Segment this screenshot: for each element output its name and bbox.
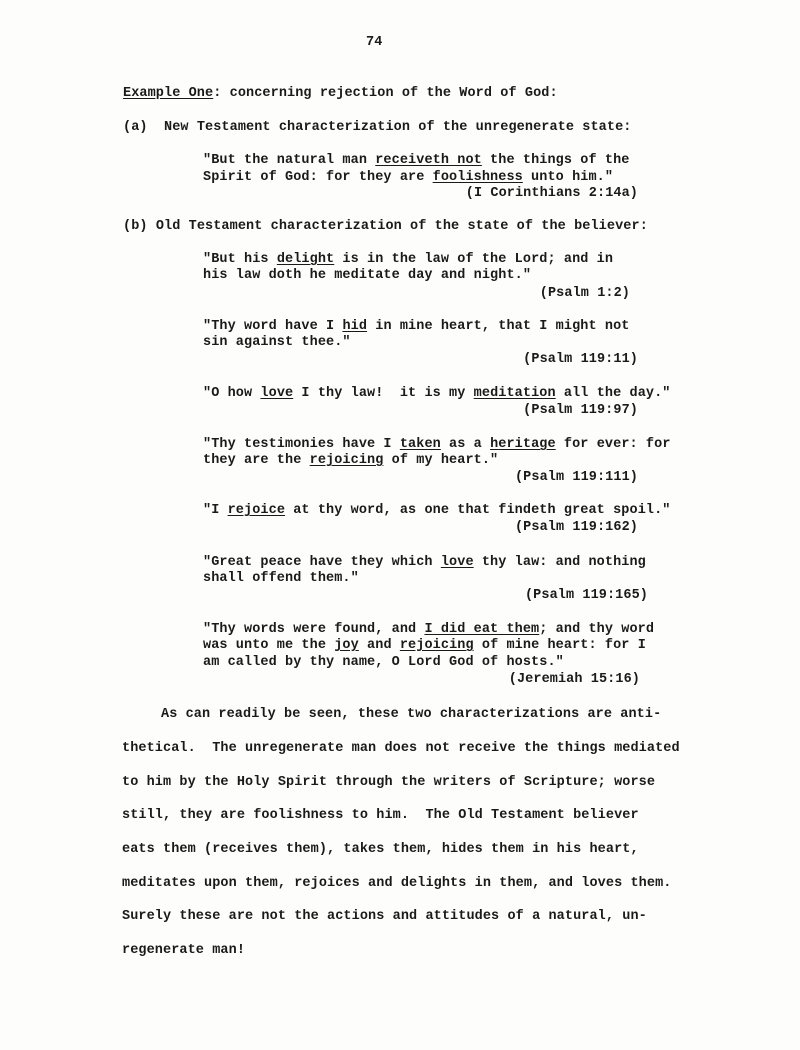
section-a-title: New Testament characterization of the unregenerate state:: [164, 120, 632, 135]
quote-line: sin against thee.": [203, 335, 351, 350]
quote-line: [203, 503, 671, 520]
quote-citation: (Psalm 119:11): [523, 352, 638, 367]
section-b-marker: (b): [123, 219, 148, 234]
quote-line: [203, 153, 629, 170]
paragraph-line: meditates upon them, rejoices and delights in them, and loves them.: [122, 876, 672, 891]
quote-text: "But his: [203, 252, 277, 267]
quote-underlined: foolishness: [432, 170, 523, 185]
quote-line: his law doth he meditate day and night.": [203, 268, 532, 283]
quote-underlined: taken: [399, 437, 441, 452]
quote-text: "I: [203, 503, 228, 518]
paragraph-line: still, they are foolishness to him. The Old Testament believer: [122, 808, 639, 823]
example-heading: [123, 86, 558, 103]
quote-citation: (Psalm 119:111): [514, 470, 638, 485]
example-heading-rest: : concerning rejection of the Word of God:: [213, 86, 558, 101]
quote-text: "Thy testimonies have I: [203, 437, 400, 452]
quote-text: "Thy words were found, and: [203, 622, 425, 637]
paragraph-line: to him by the Holy Spirit through the writers of Scripture; worse: [122, 775, 656, 790]
quote-line: am called by thy name, O Lord God of hosts.": [203, 655, 564, 670]
quote-underlined: joy: [334, 638, 359, 653]
quote-line: [203, 319, 630, 336]
quote-text: they are the: [203, 453, 310, 468]
quote-text: of my heart.": [383, 453, 499, 468]
quote-text: ; and thy word: [539, 622, 655, 637]
quote-citation: (Psalm 119:97): [523, 403, 638, 418]
quote-underlined: delight: [276, 252, 335, 267]
quote-citation: (Psalm 119:162): [514, 520, 638, 535]
quote-text: Spirit of God: for they are: [203, 170, 433, 185]
quote-line: [203, 453, 498, 470]
quote-citation: (Psalm 1:2): [539, 286, 630, 301]
quote-underlined: meditation: [473, 386, 556, 401]
section-b-title: Old Testament characterization of the state of the believer:: [155, 219, 648, 234]
quote-underlined: hid: [342, 319, 368, 334]
quote-text: for ever: for: [555, 437, 671, 452]
quote-text: and: [358, 638, 400, 653]
quote-text: "But the natural man: [203, 153, 376, 168]
quote-line: [203, 622, 654, 639]
quote-line: [203, 638, 646, 655]
paragraph-line: Surely these are not the actions and attitudes of a natural, un-: [122, 909, 647, 924]
quote-text: "O how: [203, 386, 261, 401]
quote-text: is in the law of the Lord; and in: [334, 252, 614, 267]
section-a-heading: [123, 120, 632, 137]
quote-line: [203, 252, 613, 269]
quote-text: thy law: and nothing: [473, 555, 646, 570]
quote-line: [203, 170, 613, 187]
quote-text: unto him.": [522, 170, 614, 185]
quote-underlined: receiveth not: [375, 153, 482, 168]
quote-citation: (Psalm 119:165): [524, 588, 648, 603]
paragraph-line: thetical. The unregenerate man does not receive the things mediated: [122, 741, 680, 756]
paragraph-line: As can readily be seen, these two characterizations are anti-: [161, 707, 662, 722]
quote-text: in mine heart, that I might not: [367, 319, 630, 334]
section-a-marker: (a): [123, 120, 148, 135]
quote-citation: (Jeremiah 15:16): [508, 672, 640, 687]
quote-underlined: love: [440, 555, 474, 570]
quote-underlined: love: [260, 386, 294, 401]
quote-text: "Thy word have I: [203, 319, 343, 334]
quote-text: all the day.": [555, 386, 671, 401]
quote-underlined: I did eat them: [424, 622, 540, 637]
paragraph-line: regenerate man!: [122, 943, 246, 958]
quote-text: the things of the: [481, 153, 630, 168]
paragraph-line: eats them (receives them), takes them, hides them in his heart,: [122, 842, 639, 857]
quote-text: I thy law! it is my: [293, 386, 474, 401]
quote-underlined: rejoice: [227, 503, 286, 518]
quote-text: was unto me the: [203, 638, 335, 653]
quote-text: of mine heart: for I: [473, 638, 646, 653]
quote-underlined: rejoicing: [309, 453, 384, 468]
section-b-heading: [123, 219, 648, 236]
quote-underlined: heritage: [490, 437, 556, 452]
quote-line: [203, 386, 671, 403]
quote-underlined: rejoicing: [399, 638, 474, 653]
quote-text: at thy word, as one that findeth great spoil.": [285, 503, 671, 518]
quote-text: "Great peace have they which: [203, 555, 441, 570]
quote-line: shall offend them.": [203, 571, 359, 586]
quote-line: [203, 437, 671, 454]
quote-line: [203, 555, 646, 572]
quote-citation: (I Corinthians 2:14a): [465, 186, 638, 201]
page-number: 74: [366, 35, 383, 50]
example-heading-label: Example One: [123, 86, 214, 101]
quote-text: as a: [440, 437, 491, 452]
